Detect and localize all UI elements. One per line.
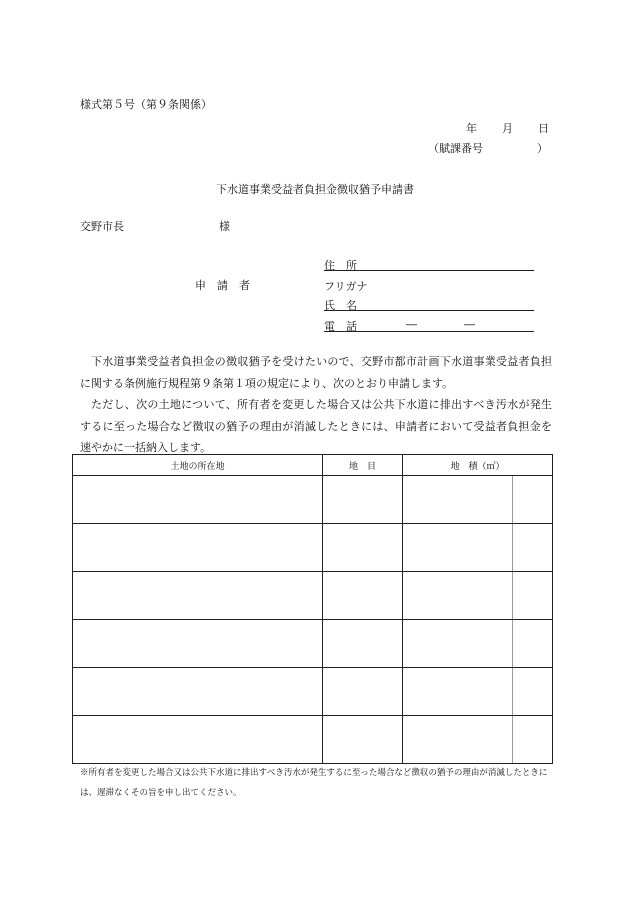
cell-location[interactable] <box>73 668 323 716</box>
header-area: 地 積（㎡） <box>403 455 553 476</box>
cell-category[interactable] <box>323 620 403 668</box>
cell-category[interactable] <box>323 524 403 572</box>
tax-number-close: ） <box>537 142 548 155</box>
cell-area-decimal[interactable] <box>513 668 553 716</box>
tax-number-open: （賦課番号 <box>428 142 483 155</box>
table-row <box>73 572 553 620</box>
cell-category[interactable] <box>323 716 403 764</box>
name-underline[interactable] <box>324 310 534 311</box>
cell-category[interactable] <box>323 668 403 716</box>
table-row <box>73 668 553 716</box>
cell-category[interactable] <box>323 476 403 524</box>
addressee-honorific: 様 <box>219 220 230 233</box>
cell-location[interactable] <box>73 524 323 572</box>
cell-area-decimal[interactable] <box>513 524 553 572</box>
form-number: 様式第５号（第９条関係） <box>80 98 212 111</box>
cell-area-integer[interactable] <box>403 620 513 668</box>
furigana-label: フリガナ <box>324 280 368 293</box>
cell-location[interactable] <box>73 476 323 524</box>
table-row <box>73 524 553 572</box>
phone-underline[interactable] <box>324 331 534 332</box>
cell-location[interactable] <box>73 620 323 668</box>
body-paragraph-1: 下水道事業受益者負担金の徴収猶予を受けたいので、交野市都市計画下水道事業受益者負担に関する条例施行規程第９条第１項の規定により、次のとおり申請します。 <box>80 355 552 390</box>
address-underline[interactable] <box>324 270 534 271</box>
name-label: 氏 名 <box>324 299 357 312</box>
table-row <box>73 620 553 668</box>
land-table-header <box>73 455 553 476</box>
cell-area-decimal[interactable] <box>513 716 553 764</box>
phone-dash-1: ― <box>406 318 417 331</box>
table-row <box>73 476 553 524</box>
date-month-label: 月 <box>502 122 513 135</box>
cell-location[interactable] <box>73 572 323 620</box>
phone-label: 電 話 <box>324 320 357 333</box>
cell-area-decimal[interactable] <box>513 572 553 620</box>
date-year-label: 年 <box>466 122 477 135</box>
phone-dash-2: ― <box>464 318 475 331</box>
cell-area-integer[interactable] <box>403 716 513 764</box>
cell-location[interactable] <box>73 716 323 764</box>
cell-area-decimal[interactable] <box>513 620 553 668</box>
document-title: 下水道事業受益者負担金徴収猶予申請書 <box>216 183 414 196</box>
cell-area-integer[interactable] <box>403 476 513 524</box>
body-paragraph-2: ただし、次の土地について、所有者を変更した場合又は公共下水道に排出すべき汚水が発生するに至った場合など徴収の猶予の理由が消滅したときには、申請者において受益者負担金を速やかに一括納入します。 <box>80 398 552 454</box>
cell-area-decimal[interactable] <box>513 476 553 524</box>
address-label: 住 所 <box>324 259 357 272</box>
cell-area-integer[interactable] <box>403 668 513 716</box>
cell-area-integer[interactable] <box>403 572 513 620</box>
land-table <box>72 454 553 764</box>
footnote: ※所有者を変更した場合又は公共下水道に排出すべき汚水が発生するに至った場合など徴収の猶予の理由が消滅したときには、遅滞なくその旨を申し出てください。 <box>80 768 548 798</box>
header-category: 地 目 <box>323 455 403 476</box>
date-day-label: 日 <box>538 122 549 135</box>
cell-category[interactable] <box>323 572 403 620</box>
cell-area-integer[interactable] <box>403 524 513 572</box>
header-location: 土地の所在地 <box>73 455 323 476</box>
addressee-name: 交野市長 <box>80 220 124 233</box>
table-row <box>73 716 553 764</box>
applicant-label: 申 請 者 <box>195 279 250 292</box>
